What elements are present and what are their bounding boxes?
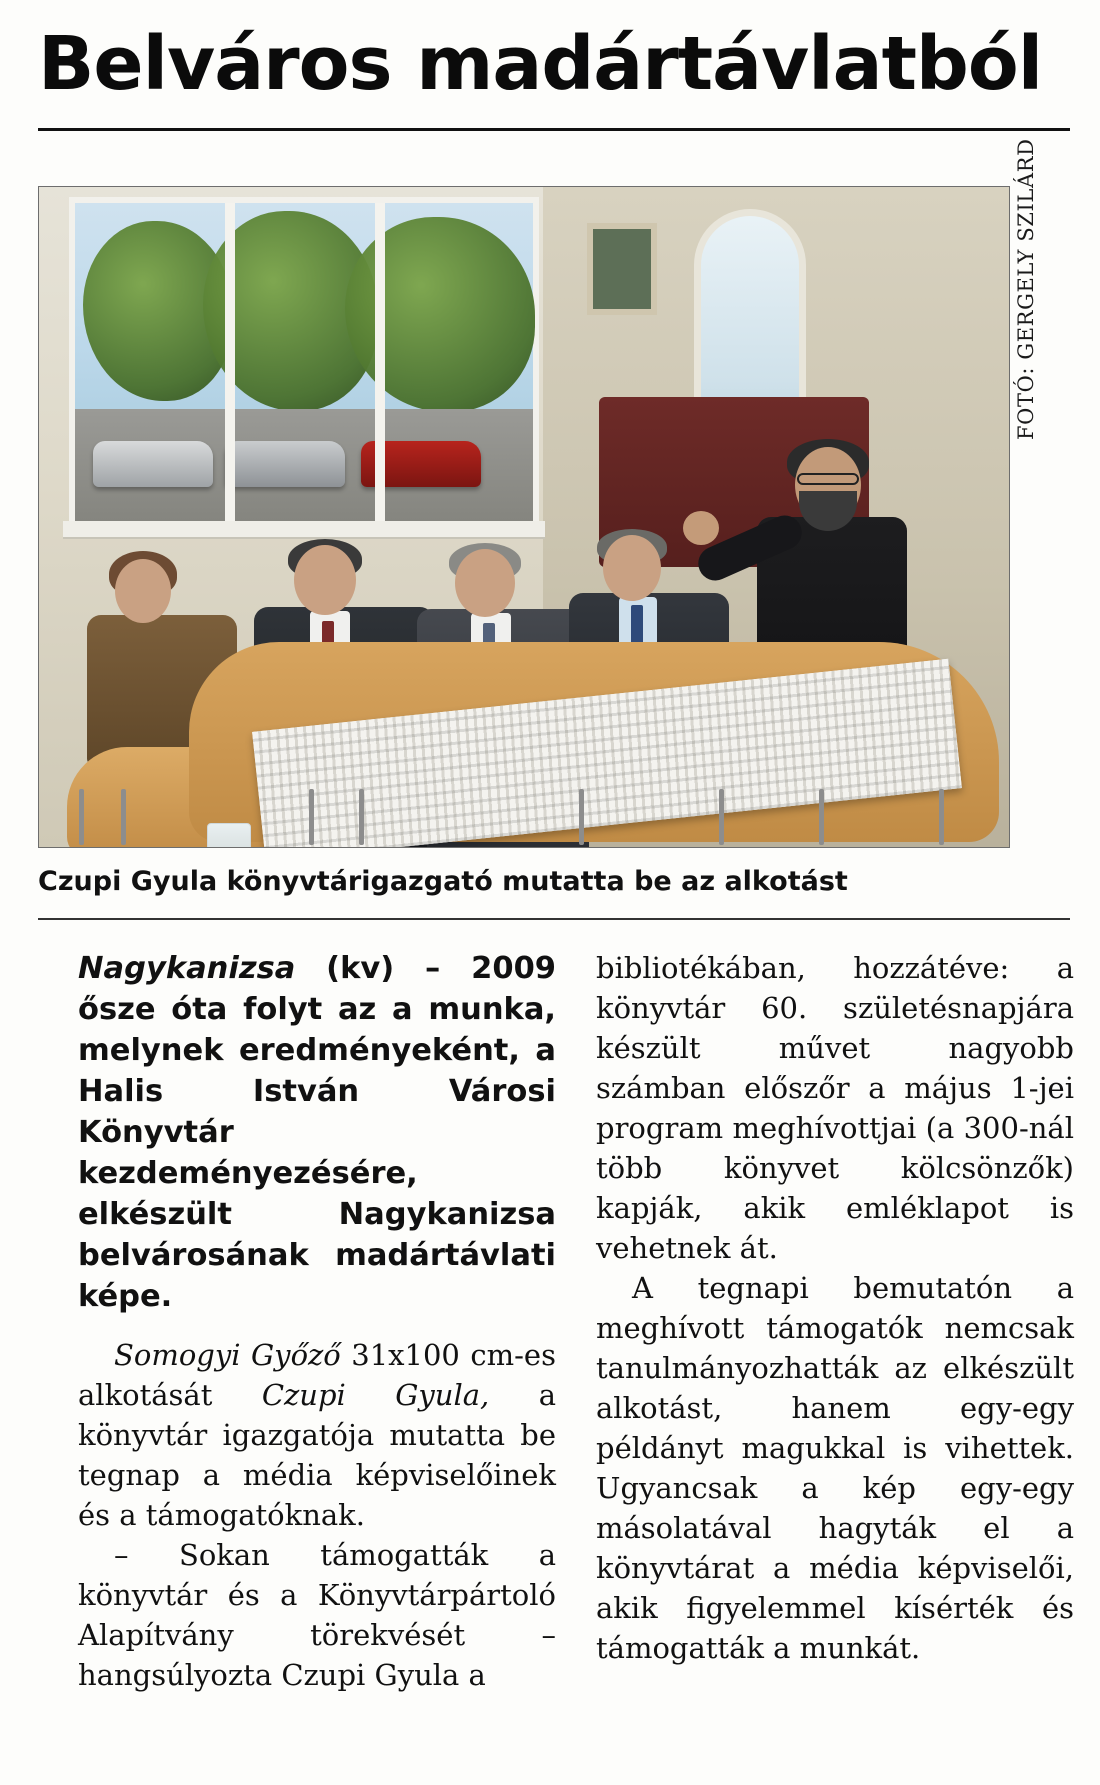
paragraph-left-1 (78, 1335, 556, 1535)
photo-credit: FOTÓ: GERGELY SZILÁRD (1014, 138, 1038, 440)
column-right (596, 948, 1074, 1768)
lead-paragraph (78, 948, 556, 1317)
chair-legs-group (59, 787, 989, 845)
paragraph-text: a könyvtár igazgatója mutatta be tegnap a média képviselőinek és a támogatóknak. (78, 1378, 556, 1532)
paragraph-right-1: bibliotékában, hozzátéve: a könyvtár 60. születésnapjára készült művet nagyobb számban előszőr a május 1-jei program meghívottjai (a 300-nál több könyvet kölcsönzők) kapják, akik emléklapot is vehetnek át. (596, 951, 1074, 1265)
lead-place: Nagykanizsa (78, 951, 296, 986)
column-left (78, 948, 556, 1768)
car-icon (93, 441, 213, 487)
paragraph-text: 31x100 cm-es alkotását (78, 1338, 556, 1412)
article-photo (38, 186, 1010, 848)
head (603, 535, 661, 601)
chair-leg (309, 789, 314, 845)
director-name: Czupi Gyula, (261, 1378, 490, 1412)
head (294, 545, 356, 615)
article-body (40, 948, 1074, 1768)
headline-divider (38, 128, 1070, 131)
window-mullion (225, 203, 235, 521)
photo-caption: Czupi Gyula könyvtárigazgató mutatta be az alkotást (38, 866, 848, 897)
glasses-icon (797, 473, 859, 485)
head (455, 549, 515, 617)
lead-text: 2009 ősze óta folyt az a munka, melynek eredményeként, a Halis István Városi Könyvtár kezdeményezésére, elkészült Nagykanizsa belvárosának madártávlati képe. (78, 951, 557, 1314)
chair-leg (939, 789, 944, 845)
lead-source: (kv) (326, 951, 395, 986)
window-mullion (375, 203, 385, 521)
paragraph-right-2: A tegnapi bemutatón a meghívott támogatók nemcsak tanulmányozhatták az elkészült alkotást, hanem egy-egy példányt magukkal is vihettek. Ugyancsak a kép egy-egy másolatával hagyták el a könyvtárat a média képviselői, akik figyelemmel kísérték és támogatták a munkát. (596, 1271, 1074, 1665)
chair-leg (121, 789, 126, 845)
street-window (69, 197, 539, 527)
lead-dash: – (425, 951, 441, 986)
head (115, 559, 171, 623)
car-icon (225, 441, 345, 487)
hand (683, 511, 719, 545)
artist-name: Somogyi Győző (114, 1338, 341, 1372)
chair-leg (79, 789, 84, 845)
paragraph-left-2: – Sokan támogatták a könyvtár és a Könyvtárpártoló Alapítvány törekvését – hangsúlyozta Czupi Gyula a (78, 1538, 556, 1692)
window-sill (63, 521, 545, 539)
chair-leg (359, 789, 364, 845)
photo-scene (39, 187, 1009, 847)
street (75, 409, 533, 521)
wall-picture (587, 223, 657, 315)
caption-divider (38, 918, 1070, 920)
chair-leg (819, 789, 824, 845)
chair-leg (579, 789, 584, 845)
tree-icon (345, 217, 535, 412)
page-title: Belváros madártávlatból (38, 21, 1043, 107)
chair-leg (719, 789, 724, 845)
